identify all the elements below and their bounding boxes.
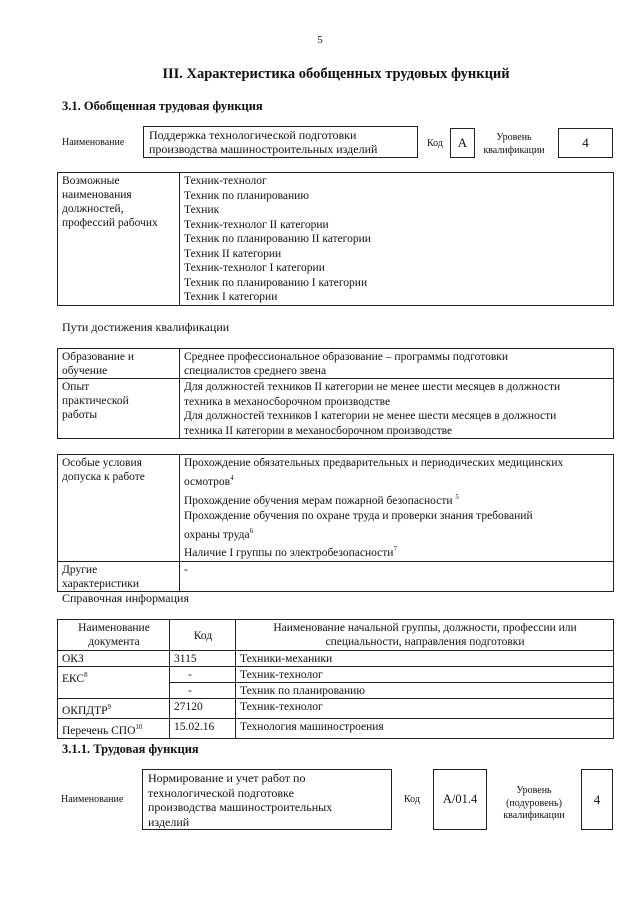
section-title: III. Характеристика обобщенных трудовых функций bbox=[162, 66, 510, 82]
tf-name-box bbox=[142, 769, 392, 830]
ref-name: Техник-технолог bbox=[236, 667, 614, 683]
ref-col-doc-line: документа bbox=[88, 636, 140, 648]
tf-name-line: производства машиностроительных bbox=[148, 800, 333, 814]
footnote-ref: 7 bbox=[393, 545, 397, 554]
gtf-level-label bbox=[480, 131, 548, 157]
tf-name-label: Наименование bbox=[61, 794, 124, 805]
condition-text: Наличие I группы по электробезопасности bbox=[184, 547, 394, 560]
tf-level-label-line: (подуровень) bbox=[506, 797, 562, 809]
experience-value bbox=[180, 379, 614, 439]
condition-line: Прохождение обязательных предварительных и периодических медицинских bbox=[184, 457, 564, 469]
other-label-line: характеристики bbox=[62, 578, 140, 591]
experience-line: техника II категории в механосборочном производстве bbox=[184, 424, 453, 437]
other-label bbox=[58, 562, 180, 592]
gtf-level-label-2: квалификации bbox=[483, 145, 545, 156]
condition-line: Прохождение обучения по охране труда и проверки знания требований bbox=[184, 509, 533, 522]
ref-col-name-line: специальности, направления подготовки bbox=[325, 636, 525, 648]
page-number: 5 bbox=[317, 34, 323, 46]
ref-code: 15.02.16 bbox=[170, 718, 236, 738]
ref-name: Техник по планированию bbox=[236, 683, 614, 699]
education-value bbox=[180, 349, 614, 379]
table-row bbox=[58, 718, 614, 738]
condition-line bbox=[184, 490, 610, 509]
tf-name-line: Нормирование и учет работ по bbox=[148, 771, 306, 785]
ref-doc bbox=[58, 699, 170, 719]
ref-code: 27120 bbox=[170, 699, 236, 719]
conditions-value bbox=[180, 455, 614, 562]
gtf-name-line2: производства машиностроительных изделий bbox=[149, 142, 378, 156]
ref-name: Техники-механики bbox=[236, 651, 614, 667]
ref-name: Технология машиностроения bbox=[236, 718, 614, 738]
ref-doc bbox=[58, 718, 170, 738]
conditions-label bbox=[58, 455, 180, 562]
positions-label-line: должностей, bbox=[62, 203, 124, 215]
footnote-ref: 10 bbox=[135, 722, 143, 731]
gtf-code-label: Код bbox=[427, 138, 443, 149]
condition-text: Прохождение обучения мерам пожарной безопасности bbox=[184, 494, 456, 507]
experience-line: Для должностей техников II категории не менее шести месяцев в должности bbox=[184, 381, 561, 393]
other-label-line: Другие bbox=[62, 564, 98, 577]
ref-code: - bbox=[170, 667, 236, 683]
gtf-heading: 3.1. Обобщенная трудовая функция bbox=[62, 99, 263, 113]
positions-label bbox=[58, 173, 180, 306]
positions-label-line: наименования bbox=[62, 189, 132, 201]
condition-text: осмотров bbox=[184, 475, 231, 488]
position-item: Техник по планированию bbox=[184, 189, 309, 202]
table-row bbox=[58, 699, 614, 719]
footnote-ref: 8 bbox=[84, 671, 88, 679]
positions-label-line: профессий рабочих bbox=[62, 217, 158, 229]
tf-level-label bbox=[496, 785, 572, 823]
ref-doc-text: ЕКС bbox=[62, 672, 85, 685]
tf-name-line: изделий bbox=[148, 814, 190, 829]
condition-line bbox=[184, 524, 610, 543]
position-item: Техник по планированию II категории bbox=[184, 233, 371, 245]
position-item: Техник I категории bbox=[184, 291, 278, 303]
ref-doc-text: ОКПДТР bbox=[62, 704, 108, 717]
gtf-name-line1: Поддержка технологической подготовки bbox=[149, 128, 357, 142]
ref-col-doc-line: Наименование bbox=[78, 622, 150, 634]
position-item: Техник II категории bbox=[184, 247, 282, 260]
condition-line bbox=[184, 471, 610, 490]
education-line: Среднее профессиональное образование – программы подготовки bbox=[184, 351, 509, 363]
experience-label bbox=[58, 379, 180, 439]
footnote-ref: 6 bbox=[249, 526, 254, 535]
tf-level-label-line: квалификации bbox=[503, 810, 565, 821]
conditions-label-line: допуска к работе bbox=[62, 471, 145, 483]
ref-doc bbox=[58, 667, 170, 699]
position-item: Техник-технолог bbox=[184, 175, 267, 187]
position-item: Техник-технолог II категории bbox=[184, 218, 329, 231]
ref-col-name-line: Наименование начальной группы, должности, профессии или bbox=[273, 622, 577, 634]
positions-label-line: Возможные bbox=[62, 175, 120, 187]
education-label-line: обучение bbox=[62, 365, 108, 377]
footnote-ref: 4 bbox=[230, 474, 234, 482]
tf-heading: 3.1.1. Трудовая функция bbox=[62, 742, 199, 756]
paths-table bbox=[57, 348, 614, 439]
experience-label-line: работы bbox=[62, 409, 98, 421]
education-line: специалистов среднего звена bbox=[184, 365, 327, 377]
conditions-table bbox=[57, 454, 614, 592]
gtf-level-value: 4 bbox=[558, 128, 613, 158]
tf-code-label: Код bbox=[404, 794, 420, 805]
gtf-name-box bbox=[143, 126, 418, 158]
conditions-label-line: Особые условия bbox=[62, 457, 142, 469]
positions-table bbox=[57, 172, 614, 306]
reference-table bbox=[57, 619, 614, 739]
positions-list bbox=[180, 173, 614, 306]
position-item: Техник bbox=[184, 204, 220, 216]
paths-heading: Пути достижения квалификации bbox=[62, 320, 230, 334]
footnote-ref: 5 bbox=[455, 492, 459, 501]
experience-line: Для должностей техников I категории не менее шести месяцев в должности bbox=[184, 410, 557, 422]
table-row bbox=[58, 651, 614, 667]
experience-line: техника в механосборочном производстве bbox=[184, 395, 391, 408]
ref-code: 3115 bbox=[170, 651, 236, 667]
ref-col-code-header: Код bbox=[170, 620, 236, 651]
gtf-code-value: A bbox=[450, 128, 475, 158]
condition-line bbox=[184, 542, 610, 561]
tf-level-value: 4 bbox=[581, 769, 613, 830]
tf-level-label-line: Уровень bbox=[516, 785, 552, 796]
ref-name: Техник-технолог bbox=[236, 699, 614, 719]
ref-doc bbox=[58, 651, 170, 667]
other-value: - bbox=[180, 562, 614, 592]
tf-code-value: A/01.4 bbox=[433, 769, 487, 830]
position-item: Техник по планированию I категории bbox=[184, 276, 368, 289]
position-item: Техник-технолог I категории bbox=[184, 262, 325, 274]
tf-name-line: технологической подготовке bbox=[148, 785, 294, 800]
experience-label-line: Опыт bbox=[62, 381, 90, 393]
table-row bbox=[58, 667, 614, 683]
education-label bbox=[58, 349, 180, 379]
gtf-level-label-1: Уровень bbox=[496, 132, 532, 143]
ref-doc-text: Перечень СПО bbox=[62, 724, 136, 737]
ref-doc-text: ОКЗ bbox=[62, 653, 84, 665]
gtf-name-label: Наименование bbox=[62, 137, 125, 148]
ref-col-doc-header bbox=[58, 620, 170, 651]
reference-heading: Справочная информация bbox=[62, 591, 189, 605]
experience-label-line: практической bbox=[62, 395, 129, 407]
ref-col-name-header bbox=[236, 620, 614, 651]
education-label-line: Образование и bbox=[62, 351, 135, 363]
ref-code: - bbox=[170, 683, 236, 699]
footnote-ref: 9 bbox=[107, 703, 112, 711]
condition-text: охраны труда bbox=[184, 528, 250, 541]
